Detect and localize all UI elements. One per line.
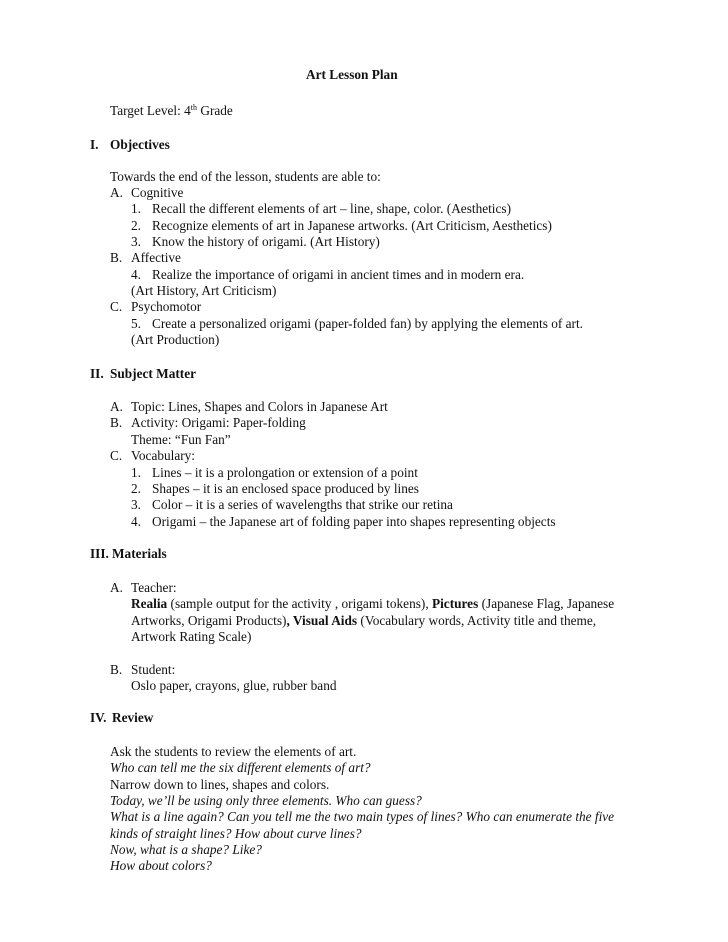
pictures-desc: (Japanese Flag, Japanese bbox=[478, 596, 615, 611]
vocab-4-num: 4. bbox=[131, 514, 141, 529]
target-level-prefix: Target Level: 4 bbox=[110, 103, 191, 118]
subject-c-letter: C. bbox=[110, 448, 123, 463]
objective-b4: Realize the importance of origami in ancient times and in modern era. bbox=[152, 267, 525, 282]
objective-c-label: Psychomotor bbox=[131, 299, 202, 314]
pictures-label: Pictures bbox=[431, 596, 479, 611]
target-level bbox=[110, 103, 233, 119]
review-line-1: Ask the students to review the elements of art. bbox=[110, 744, 357, 759]
materials-line2-b: (Vocabulary words, Activity title and theme, bbox=[357, 613, 597, 628]
objective-a1: Recall the different elements of art – line, shape, color. (Aesthetics) bbox=[152, 201, 512, 216]
materials-b-letter: B. bbox=[110, 662, 123, 677]
subject-theme: Theme: “Fun Fan” bbox=[131, 432, 231, 447]
objective-b4-cont: (Art History, Art Criticism) bbox=[131, 283, 277, 298]
review-line-6: kinds of straight lines? How about curve lines? bbox=[110, 826, 362, 841]
subject-vocabulary: Vocabulary: bbox=[131, 448, 196, 463]
section-heading-subject-matter: Subject Matter bbox=[110, 366, 197, 381]
objective-a3-num: 3. bbox=[131, 234, 141, 249]
materials-line2-comma: , bbox=[286, 613, 290, 628]
subject-b-letter: B. bbox=[110, 415, 123, 430]
materials-student-label: Student: bbox=[131, 662, 176, 677]
objective-b-label: Affective bbox=[131, 250, 181, 265]
vocab-3: Color – it is a series of wavelengths that strike our retina bbox=[152, 497, 453, 512]
objectives-intro: Towards the end of the lesson, students are able to: bbox=[110, 169, 381, 184]
vocab-1: Lines – it is a prolongation or extension of a point bbox=[152, 465, 418, 480]
vocab-4: Origami – the Japanese art of folding paper into shapes representing objects bbox=[152, 514, 556, 529]
section-heading-materials: Materials bbox=[112, 546, 167, 561]
materials-a-letter: A. bbox=[110, 580, 123, 595]
target-level-suffix: Grade bbox=[197, 103, 233, 118]
objective-c5-cont: (Art Production) bbox=[131, 332, 220, 347]
objective-a3: Know the history of origami. (Art History) bbox=[152, 234, 380, 249]
objective-a2: Recognize elements of art in Japanese artworks. (Art Criticism, Aesthetics) bbox=[152, 218, 552, 233]
document-title: Art Lesson Plan bbox=[306, 67, 398, 82]
subject-topic: Topic: Lines, Shapes and Colors in Japanese Art bbox=[131, 399, 388, 414]
objective-b4-num: 4. bbox=[131, 267, 141, 282]
realia-desc: (sample output for the activity , origami tokens), bbox=[167, 596, 432, 611]
materials-teacher-line-1 bbox=[131, 596, 614, 612]
vocab-2: Shapes – it is an enclosed space produced by lines bbox=[152, 481, 419, 496]
objective-a2-num: 2. bbox=[131, 218, 141, 233]
objective-c-letter: C. bbox=[110, 299, 123, 314]
subject-activity: Activity: Origami: Paper-folding bbox=[131, 415, 306, 430]
review-line-2: Who can tell me the six different elements of art? bbox=[110, 760, 371, 775]
materials-teacher-line-3: Artwork Rating Scale) bbox=[131, 629, 252, 644]
objective-a-letter: A. bbox=[110, 185, 123, 200]
visual-aids-label: Visual Aids bbox=[289, 613, 358, 628]
realia-label: Realia bbox=[131, 596, 168, 611]
review-line-5: What is a line again? Can you tell me the two main types of lines? Who can enumerate the five bbox=[110, 809, 615, 824]
target-level-sup: th bbox=[190, 103, 198, 112]
objective-a1-num: 1. bbox=[131, 201, 141, 216]
subject-a-letter: A. bbox=[110, 399, 123, 414]
review-line-4: Today, we’ll be using only three elements. Who can guess? bbox=[110, 793, 422, 808]
review-line-7: Now, what is a shape? Like? bbox=[110, 842, 262, 857]
objective-c5: Create a personalized origami (paper-folded fan) by applying the elements of art. bbox=[152, 316, 583, 331]
materials-student-items: Oslo paper, crayons, glue, rubber band bbox=[131, 678, 337, 693]
vocab-1-num: 1. bbox=[131, 465, 141, 480]
section-heading-review: Review bbox=[112, 710, 154, 725]
section-heading-objectives: Objectives bbox=[110, 137, 170, 152]
section-num-i: I. bbox=[90, 137, 99, 152]
section-num-ii: II. bbox=[90, 366, 104, 381]
section-num-iii: III. bbox=[90, 546, 109, 561]
vocab-3-num: 3. bbox=[131, 497, 141, 512]
vocab-2-num: 2. bbox=[131, 481, 141, 496]
materials-teacher-label: Teacher: bbox=[131, 580, 177, 595]
objective-b-letter: B. bbox=[110, 250, 123, 265]
review-line-8: How about colors? bbox=[110, 858, 212, 873]
objective-c5-num: 5. bbox=[131, 316, 141, 331]
objective-a-label: Cognitive bbox=[131, 185, 184, 200]
review-line-3: Narrow down to lines, shapes and colors. bbox=[110, 777, 330, 792]
materials-teacher-line-2 bbox=[131, 613, 596, 629]
materials-line2-a: Artworks, Origami Products) bbox=[131, 613, 287, 628]
section-num-iv: IV. bbox=[90, 710, 107, 725]
